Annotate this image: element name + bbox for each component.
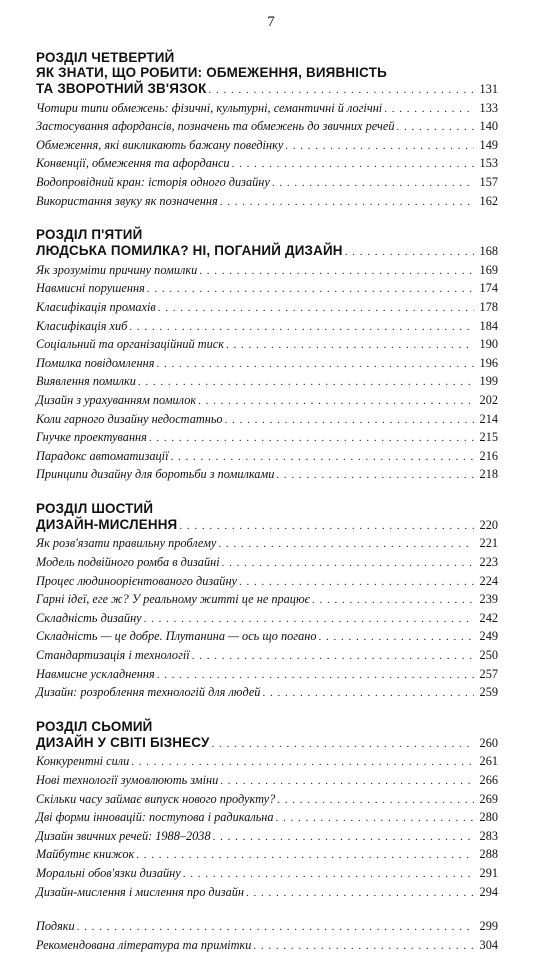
- page-ref: 202: [479, 392, 498, 407]
- page-ref: 261: [479, 754, 498, 769]
- entry-title: Майбутнє книжок: [36, 847, 135, 862]
- toc-entry[interactable]: [36, 193, 498, 212]
- page-ref: 169: [479, 262, 498, 277]
- entry-title: Класифікація промахів: [36, 299, 156, 314]
- leader-dots: [220, 773, 474, 791]
- chapter-4: [36, 50, 498, 211]
- toc-entry[interactable]: [36, 429, 498, 448]
- toc-entry[interactable]: [36, 373, 498, 392]
- leader-dots: [222, 555, 474, 573]
- chapter-5: [36, 227, 498, 485]
- page-ref: 178: [479, 299, 498, 314]
- entry-title: Конвенції, обмеження та афорданси: [36, 156, 230, 171]
- entry-title: Дизайн звичних речей: 1988–2038: [36, 828, 211, 843]
- leader-dots: [220, 194, 474, 212]
- leader-dots: [318, 629, 474, 647]
- entry-title: Скільки часу займає випуск нового продукту?: [36, 791, 276, 806]
- entry-title: Дизайн: розроблення технологій для людей: [36, 685, 261, 700]
- entry-title: Модель подвійного ромба в дизайні: [36, 555, 220, 570]
- chapter-title: ЛЮДСЬКА ПОМИЛКА? НІ, ПОГАНИЙ ДИЗАЙН: [36, 243, 343, 259]
- chapter-title: ДИЗАЙН-МИСЛЕННЯ: [36, 516, 178, 532]
- toc-entry[interactable]: [36, 318, 498, 337]
- leader-dots: [246, 885, 474, 903]
- leader-dots: [136, 847, 474, 865]
- chapter-7: [36, 719, 498, 902]
- toc-entry[interactable]: [36, 573, 498, 592]
- entry-title: Як зрозуміти причину помилки: [36, 262, 198, 277]
- page-ref: 221: [479, 536, 498, 551]
- page-ref: 214: [479, 411, 498, 426]
- entry-title: Помилка повідомлення: [36, 355, 155, 370]
- toc-entry[interactable]: [36, 137, 498, 156]
- page-ref: 288: [479, 847, 498, 862]
- page-ref: 196: [479, 355, 498, 370]
- chapter-label: РОЗДІЛ ЧЕТВЕРТИЙ: [36, 50, 175, 65]
- page-ref: 162: [479, 193, 498, 208]
- entry-title: Парадокс автоматизації: [36, 448, 169, 463]
- entry-title: Класифікація хиб: [36, 318, 128, 333]
- leader-dots: [199, 263, 474, 281]
- page-ref: 291: [479, 865, 498, 880]
- leader-dots: [218, 536, 474, 554]
- leader-dots: [272, 175, 474, 193]
- page-ref: 304: [479, 937, 498, 952]
- leader-dots: [232, 156, 474, 174]
- leader-dots: [253, 938, 474, 955]
- entry-title: Дизайн-мислення і мислення про дизайн: [36, 884, 244, 899]
- chapter-title-row[interactable]: [36, 516, 498, 536]
- toc-entry[interactable]: [36, 100, 498, 119]
- toc-entry[interactable]: [36, 684, 498, 703]
- leader-dots: [212, 736, 474, 754]
- page-ref: 223: [479, 555, 498, 570]
- page-ref: 157: [479, 174, 498, 189]
- toc-entry[interactable]: [36, 591, 498, 610]
- leader-dots: [312, 592, 474, 610]
- chapter-title-row[interactable]: [36, 734, 498, 754]
- page-ref: 133: [479, 100, 498, 115]
- entry-title: Гнучке проектування: [36, 430, 147, 445]
- chapter-title-row[interactable]: [36, 80, 498, 100]
- page-ref: 131: [479, 82, 498, 96]
- leader-dots: [138, 374, 474, 392]
- entry-title: Стандартизація і технології: [36, 648, 190, 663]
- leader-dots: [183, 866, 474, 884]
- toc-entry[interactable]: [36, 392, 498, 411]
- toc-entry[interactable]: [36, 336, 498, 355]
- leader-dots: [397, 119, 475, 137]
- leader-dots: [276, 467, 474, 485]
- page-ref: 257: [479, 666, 498, 681]
- toc-entry[interactable]: [36, 772, 498, 791]
- page-ref: 199: [479, 374, 498, 389]
- leader-dots: [129, 319, 474, 337]
- entry-title: Коли гарного дизайну недостатньо: [36, 411, 223, 426]
- page-number: 7: [267, 14, 275, 30]
- page-ref: 215: [479, 430, 498, 445]
- page-ref: 149: [479, 137, 498, 152]
- leader-dots: [276, 810, 474, 828]
- page-ref: 266: [479, 773, 498, 787]
- leader-dots: [171, 449, 474, 467]
- chapter-6: [36, 501, 498, 703]
- leader-dots: [157, 667, 474, 685]
- page-ref: 299: [479, 919, 498, 934]
- page-ref: 269: [479, 791, 498, 806]
- toc-entry[interactable]: [36, 753, 498, 772]
- leader-dots: [209, 82, 474, 100]
- page-ref: 218: [479, 467, 498, 482]
- toc-entry[interactable]: [36, 884, 498, 903]
- page-ref: 280: [479, 810, 498, 825]
- chapter-label: РОЗДІЛ СЬОМИЙ: [36, 718, 153, 734]
- toc-entry[interactable]: [36, 118, 498, 137]
- leader-dots: [131, 754, 474, 772]
- page-ref: 250: [479, 648, 498, 663]
- toc-entry[interactable]: [36, 466, 498, 485]
- entry-title: Складність — це добре. Плутанина — ось що погано: [36, 629, 317, 644]
- chapter-label: РОЗДІЛ ШОСТИЙ: [36, 500, 154, 516]
- leader-dots: [144, 611, 474, 629]
- entry-title: Дизайн з урахуванням помилок: [36, 392, 197, 407]
- table-of-contents: [36, 50, 498, 955]
- entry-title: Обмеження, які викликають бажану поведінку: [36, 137, 284, 152]
- leader-dots: [384, 101, 474, 119]
- toc-entry[interactable]: [36, 155, 498, 174]
- leader-dots: [77, 919, 474, 937]
- leader-dots: [285, 138, 474, 156]
- toc-entry[interactable]: [36, 647, 498, 666]
- leader-dots: [345, 244, 474, 262]
- entry-title: Навмисні порушення: [36, 281, 145, 296]
- entry-title: Соціальний та організаційний тиск: [36, 337, 224, 352]
- entry-title: Процес людиноорієнтованого дизайну: [36, 573, 238, 588]
- entry-title: Використання звуку як позначення: [36, 193, 218, 208]
- toc-entry[interactable]: [36, 610, 498, 629]
- toc-entry[interactable]: [36, 628, 498, 647]
- toc-entry[interactable]: [36, 809, 498, 828]
- toc-entry[interactable]: [36, 865, 498, 884]
- page-ref: 294: [479, 884, 498, 899]
- toc-entry[interactable]: [36, 448, 498, 467]
- leader-dots: [225, 412, 474, 430]
- leader-dots: [179, 518, 474, 536]
- toc-entry[interactable]: [36, 535, 498, 554]
- toc-entry[interactable]: [36, 174, 498, 193]
- entry-title: Виявлення помилки: [36, 374, 136, 389]
- chapter-label: РОЗДІЛ П'ЯТИЙ: [36, 227, 143, 243]
- page-ref: 242: [479, 610, 498, 625]
- page-ref: 259: [479, 685, 498, 700]
- entry-title: Дві форми інновацій: поступова і радикальна: [36, 810, 274, 825]
- toc-entry[interactable]: [36, 846, 498, 865]
- entry-title: Як розв'язати правильну проблему: [36, 536, 217, 551]
- page-ref: 184: [479, 318, 498, 333]
- toc-entry[interactable]: [36, 411, 498, 430]
- page-ref: 224: [479, 573, 498, 588]
- back-matter: [36, 918, 498, 955]
- page-ref: 260: [479, 735, 498, 750]
- leader-dots: [147, 281, 474, 299]
- toc-entry[interactable]: [36, 355, 498, 374]
- page-ref: 283: [479, 828, 498, 843]
- page-ref: 216: [479, 448, 498, 463]
- entry-title: Чотири типи обмежень: фізичні, культурні, семантичні й логічні: [36, 100, 383, 115]
- entry-title: Гарні ідеї, еге ж? У реальному житті це не працює: [36, 592, 310, 607]
- entry-title: Подяки: [36, 919, 75, 934]
- entry-title: Моральні обов'язки дизайну: [36, 865, 181, 880]
- page-ref: 220: [479, 517, 498, 532]
- page-ref: 239: [479, 592, 498, 607]
- leader-dots: [198, 393, 474, 411]
- leader-dots: [213, 829, 474, 847]
- entry-title: Рекомендована література та примітки: [36, 937, 252, 952]
- leader-dots: [149, 430, 474, 448]
- leader-dots: [226, 337, 474, 355]
- leader-dots: [239, 574, 474, 592]
- leader-dots: [262, 685, 474, 703]
- page-ref: 249: [479, 629, 498, 644]
- toc-entry[interactable]: [36, 918, 498, 937]
- leader-dots: [192, 648, 474, 666]
- toc-entry[interactable]: [36, 828, 498, 847]
- chapter-title: ДИЗАЙН У СВІТІ БІЗНЕСУ: [36, 734, 210, 750]
- chapter-title-line: ЯК ЗНАТИ, ЩО РОБИТИ: ОБМЕЖЕННЯ, ВИЯВНІСТЬ: [36, 65, 387, 80]
- page-ref: 153: [479, 156, 498, 171]
- toc-entry[interactable]: [36, 299, 498, 318]
- page-ref: 168: [479, 244, 498, 259]
- page-ref: 190: [479, 337, 498, 352]
- entry-title: Принципи дизайну для боротьби з помилками: [36, 467, 275, 482]
- leader-dots: [156, 356, 474, 374]
- chapter-title-row[interactable]: [36, 242, 498, 262]
- toc-entry[interactable]: [36, 262, 498, 281]
- toc-entry[interactable]: [36, 280, 498, 299]
- entry-title: Нові технології зумовлюють зміни: [36, 773, 219, 787]
- toc-entry[interactable]: [36, 937, 498, 955]
- entry-title: Водопровідний кран: історія одного дизайну: [36, 174, 270, 189]
- toc-entry[interactable]: [36, 554, 498, 573]
- page-ref: 140: [479, 119, 498, 134]
- entry-title: Застосування афордансів, позначень та обмежень до звичних речей: [36, 119, 395, 134]
- page-ref: 174: [479, 281, 498, 296]
- chapter-title: ТА ЗВОРОТНИЙ ЗВ'ЯЗОК: [36, 81, 207, 96]
- entry-title: Навмисне ускладнення: [36, 666, 155, 681]
- entry-title: Складність дизайну: [36, 610, 142, 625]
- leader-dots: [158, 300, 474, 318]
- leader-dots: [277, 792, 474, 810]
- toc-entry[interactable]: [36, 666, 498, 685]
- entry-title: Конкурентні сили: [36, 754, 130, 769]
